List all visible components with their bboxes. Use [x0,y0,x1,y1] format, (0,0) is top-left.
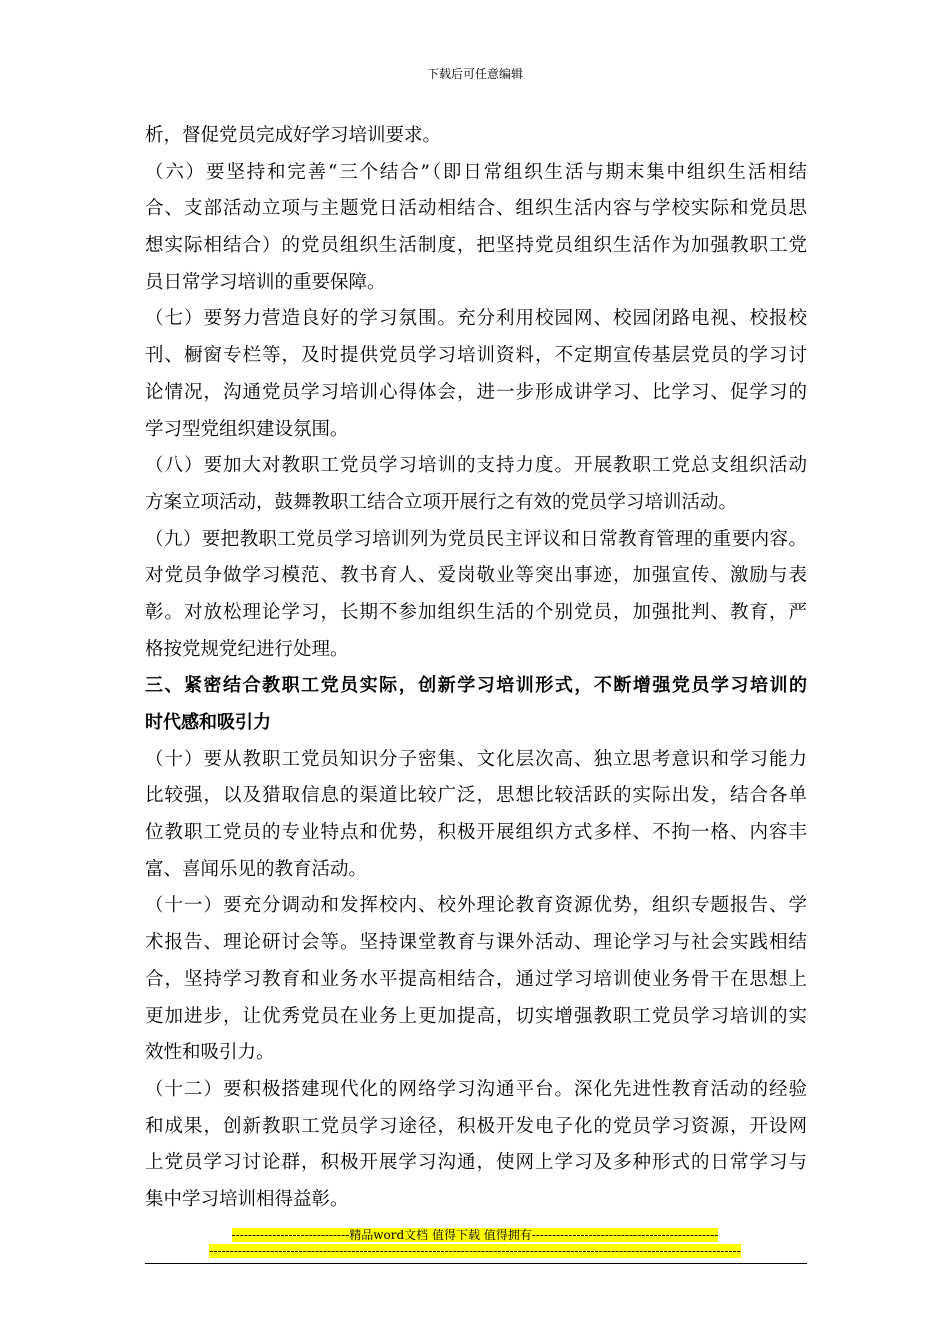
paragraph-line: 论情况，沟通党员学习培训心得体会，进一步形成讲学习、比学习、促学习的 [145,381,807,403]
footer-banner-text: -----------------------------精品word文档 值得下载 值得拥有---------------------------------------------- [231,1228,719,1242]
paragraph-line: （十一）要充分调动和发挥校内、校外理论教育资源优势，组织专题报告、学 [145,895,807,917]
footer-dashes-text: ----------------------------------------------------------------------------------------------------------------------------------- [209,1244,741,1258]
paragraph-line: 彰。对放松理论学习，长期不参加组织生活的个别党员，加强批判、教育，严 [145,601,807,623]
paragraph-line: 和成果，创新教职工党员学习途径，积极开发电子化的党员学习资源，开设网 [145,1115,807,1137]
paragraph-line: 格按党规党纪进行处理。 [145,638,349,660]
footer-dashes [0,1244,950,1259]
paragraph-line: （十）要从教职工党员知识分子密集、文化层次高、独立思考意识和学习能力 [145,748,807,770]
paragraph-line: 合、支部活动立项与主题党日活动相结合、组织生活内容与学校实际和党员思 [145,198,807,220]
paragraph-line: 对党员争做学习模范、教书育人、爱岗敬业等突出事迹，加强宣传、激励与表 [145,565,807,587]
section-heading: 时代感和吸引力 [145,712,271,733]
paragraph-line: 位教职工党员的专业特点和优势，积极开展组织方式多样、不拘一格、内容丰 [145,822,807,844]
paragraph-line: 富、喜闻乐见的教育活动。 [145,858,368,880]
paragraph-line: （六）要坚持和完善“三个结合”（即日常组织生活与期末集中组织生活相结 [145,161,807,183]
section-heading: 三、紧密结合教职工党员实际，创新学习培训形式，不断增强党员学习培训的 [145,675,807,697]
paragraph-line: 学习型党组织建设氛围。 [145,418,349,440]
paragraph-line: 方案立项活动，鼓舞教职工结合立项开展行之有效的党员学习培训活动。 [145,491,738,513]
document-body [145,118,807,1219]
paragraph-line: 想实际相结合）的党员组织生活制度，把坚持党员组织生活作为加强教职工党 [145,235,807,257]
paragraph-line: 员日常学习培训的重要保障。 [145,271,386,293]
paragraph-line: （八）要加大对教职工党员学习培训的支持力度。开展教职工党总支组织活动 [145,455,807,477]
paragraph-line: 析，督促党员完成好学习培训要求。 [145,125,442,146]
footer-rule [145,1263,807,1264]
paragraph-line: （七）要努力营造良好的学习氛围。充分利用校园网、校园闭路电视、校报校 [145,308,807,330]
paragraph-line: 上党员学习讨论群，积极开展学习沟通，使网上学习及多种形式的日常学习与 [145,1152,807,1174]
paragraph-line: （十二）要积极搭建现代化的网络学习沟通平台。深化先进性教育活动的经验 [145,1078,807,1100]
paragraph-line: 效性和吸引力。 [145,1042,275,1064]
paragraph-line: 比较强，以及猎取信息的渠道比较广泛，思想比较活跃的实际出发，结合各单 [145,785,807,807]
paragraph-line: 更加进步，让优秀党员在业务上更加提高，切实增强教职工党员学习培训的实 [145,1005,807,1027]
page-header: 下载后可任意编辑 [426,67,523,81]
paragraph-line: 术报告、理论研讨会等。坚持课堂教育与课外活动、理论学习与社会实践相结 [145,932,807,954]
paragraph-line: 合，坚持学习教育和业务水平提高相结合，通过学习培训使业务骨干在思想上 [145,968,807,990]
footer-banner [0,1228,950,1243]
paragraph-line: 刊、橱窗专栏等，及时提供党员学习培训资料，不定期宣传基层党员的学习讨 [145,345,807,367]
paragraph-line: 集中学习培训相得益彰。 [145,1188,349,1210]
paragraph-line: （九）要把教职工党员学习培训列为党员民主评议和日常教育管理的重要内容。 [145,528,807,550]
